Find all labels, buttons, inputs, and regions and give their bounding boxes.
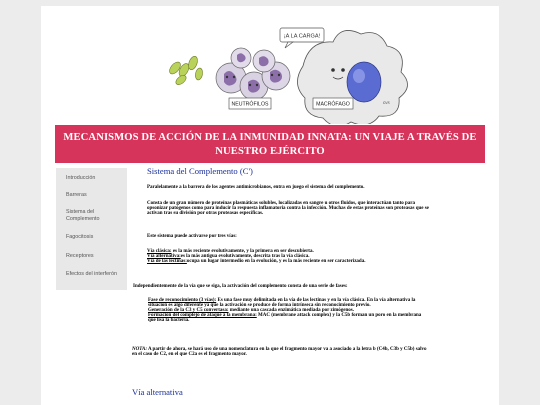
via-list — [147, 249, 365, 264]
bacteria-group — [167, 55, 203, 86]
fase-text: Es una fase muy delimitada en la vía de las lectinas y en la vía clásica. En la vía alternativa la — [216, 298, 416, 303]
via-text: es la más antigua evolutivamente, descrita tras la vía clásica. — [180, 254, 310, 259]
paragraph-vias-intro: Este sistema puede activarse por tres vías: — [147, 234, 237, 239]
sidebar-item-receptores[interactable]: Receptores — [66, 253, 94, 259]
label-neutrofilos — [229, 98, 271, 109]
paragraph-description — [147, 201, 487, 216]
macrophage-group — [297, 30, 407, 124]
fase-term: Fase de reconocimiento (3 vías): — [148, 298, 217, 303]
paragraph-intro: Paralelamente a la barrera de los agentes antimicrobianos, entra en juego el sistema del complemento. — [147, 185, 365, 190]
via-term: Vía de las lectinas: — [147, 259, 187, 264]
paragraph-fases-intro: Independientemente de la vía que se siga, la activación del complemento consta de una serie de fases: — [133, 284, 348, 289]
paragraph-description-line: activan tras su división por otras proteasas específicas. — [147, 211, 264, 216]
note-text: A partir de ahora, se hará uso de una nomenclatura en la que el fragmento mayor va a asociado a la letra b (C4b, C3b y C5b) salvo — [147, 347, 427, 352]
fase-text-line: situación es algo diferente ya que la activación se produce de forma intrínseca sin reconocimiento previo. — [148, 303, 371, 308]
neutrophils-group — [216, 48, 290, 100]
speech-text: ¡A LA CARGA! — [283, 33, 321, 40]
fase-text: mediante una cascada enzimática mediada por zimógenos. — [228, 308, 355, 313]
banner-line-2: NUESTRO EJÉRCITO — [215, 146, 325, 157]
sidebar-item-fagocitosis[interactable]: Fagocitosis — [66, 234, 94, 240]
paragraph-description-line: Consta de un gran número de proteínas plasmáticas solubles, localizadas en sangre u otros fluidos, que interactúan tanto para — [147, 201, 415, 206]
fase-term: Formación del complejo de ataque a la membrana: — [148, 313, 257, 318]
sidebar-nav — [56, 168, 127, 290]
via-item — [147, 259, 365, 264]
fase-term: Generación de la C3 y C5 convertasa: — [148, 308, 229, 313]
section-heading-2: Vía alternativa — [132, 387, 183, 397]
banner-line-1: MECANISMOS DE ACCIÓN DE LA INMUNIDAD INNATA: UN VIAJE A TRAVÉS DE — [63, 132, 477, 143]
page-title-banner — [55, 125, 485, 163]
sidebar-item-introduccion[interactable]: Introducción — [66, 175, 96, 181]
fase-text: MAC (membrane attack complex) y la C5b forman un poro en la membrana — [256, 313, 422, 318]
signature: cvs — [383, 100, 390, 105]
sidebar-item-barreras[interactable]: Barreras — [66, 192, 87, 198]
fase-text-line: que lisa la bacteria. — [148, 318, 190, 323]
label-macrofago — [313, 98, 353, 109]
note-label: NOTA: — [132, 347, 147, 352]
sidebar-item-sistema-complemento[interactable]: Sistema del Complemento — [66, 209, 100, 222]
neutrofilos-label: NEUTRÓFILOS — [231, 101, 269, 108]
page-card — [41, 6, 499, 405]
note — [132, 347, 492, 357]
via-text: es la más reciente evolutivamente, y la primera en ser descubierta. — [171, 249, 314, 254]
via-term: Vía clásica: — [147, 249, 172, 254]
macrofago-label: MACRÓFAGO — [316, 101, 350, 108]
via-term: Vía alternativa: — [147, 254, 181, 259]
hero-illustration — [41, 6, 499, 124]
sidebar-item-interferon[interactable]: Efectos del interferón — [66, 271, 117, 277]
via-text: ocupa un lugar intermedio en la evolución, y es la más reciente en ser caracterizada. — [186, 259, 366, 264]
paragraph-description-line: opsonizar patógenos como para inducir la respuesta inflamatoria contra la infección. Muchas de estas proteínas son proteasas que se — [147, 206, 429, 211]
fases-list — [148, 298, 493, 323]
section-heading: Sistema del Complemento (C') — [147, 166, 253, 176]
note-line: en el caso de C2, en el que C2a es el fragmento mayor. — [132, 352, 247, 357]
